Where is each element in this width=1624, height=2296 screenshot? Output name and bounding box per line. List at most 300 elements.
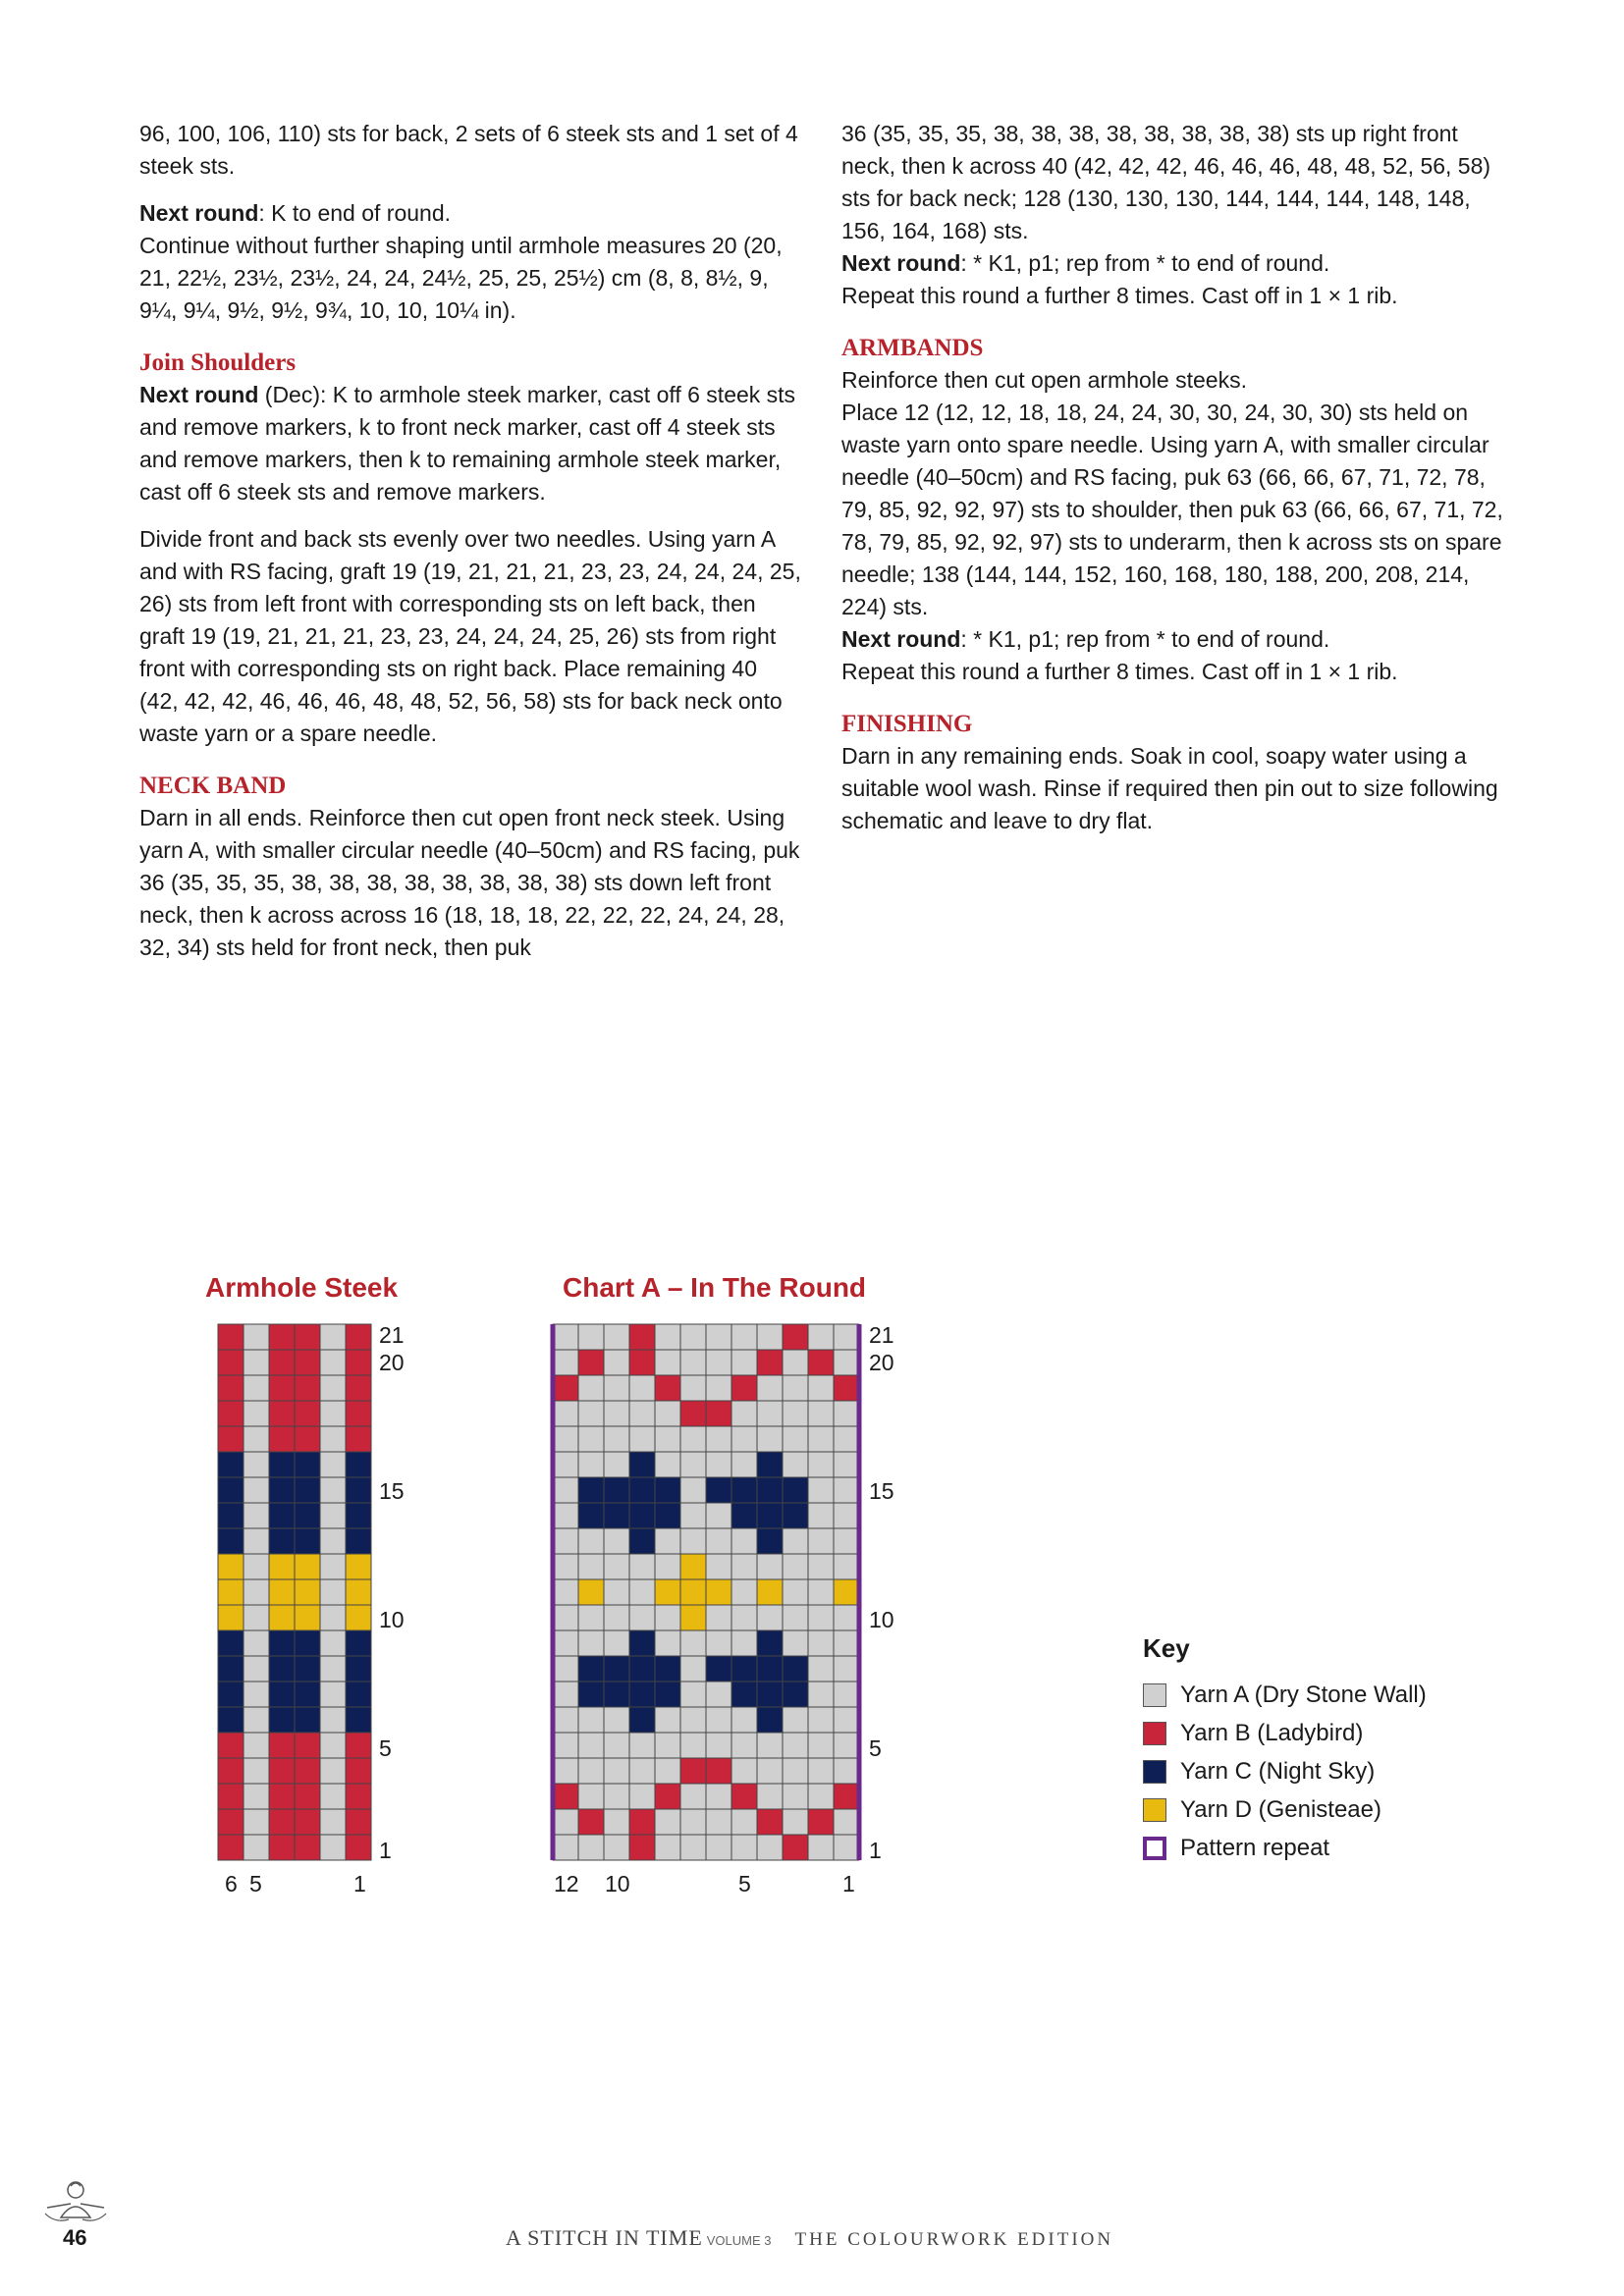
stitch-cell bbox=[346, 1503, 371, 1528]
stitch-cell bbox=[731, 1528, 757, 1554]
stitch-cell bbox=[731, 1656, 757, 1682]
stitch-cell bbox=[757, 1554, 783, 1579]
stitch-cell bbox=[629, 1605, 655, 1630]
stitch-cell bbox=[629, 1350, 655, 1375]
column-label: 5 bbox=[249, 1871, 262, 1896]
stitch-cell bbox=[269, 1809, 295, 1835]
stitch-cell bbox=[218, 1324, 244, 1350]
left-text-column bbox=[139, 118, 802, 979]
stitch-cell bbox=[346, 1707, 371, 1733]
stitch-cell bbox=[808, 1707, 834, 1733]
stitch-cell bbox=[604, 1452, 629, 1477]
stitch-cell bbox=[604, 1784, 629, 1809]
stitch-cell bbox=[553, 1426, 578, 1452]
stitch-cell bbox=[655, 1656, 680, 1682]
stitch-cell bbox=[346, 1401, 371, 1426]
stitch-cell bbox=[783, 1401, 808, 1426]
stitch-cell bbox=[269, 1630, 295, 1656]
stitch-cell bbox=[629, 1835, 655, 1860]
stitch-cell bbox=[834, 1375, 859, 1401]
stitch-cell bbox=[629, 1809, 655, 1835]
stitch-cell bbox=[578, 1528, 604, 1554]
stitch-cell bbox=[346, 1477, 371, 1503]
stitch-cell bbox=[295, 1733, 320, 1758]
stitch-cell bbox=[834, 1630, 859, 1656]
stitch-cell bbox=[578, 1477, 604, 1503]
stitch-cell bbox=[757, 1630, 783, 1656]
row-label: 5 bbox=[379, 1735, 392, 1761]
stitch-cell bbox=[320, 1426, 346, 1452]
stitch-cell bbox=[680, 1630, 706, 1656]
stitch-cell bbox=[269, 1503, 295, 1528]
stitch-cell bbox=[629, 1758, 655, 1784]
stitch-cell bbox=[553, 1503, 578, 1528]
stitch-cell bbox=[783, 1835, 808, 1860]
stitch-cell bbox=[783, 1579, 808, 1605]
key-title: Key bbox=[1143, 1633, 1190, 1663]
stitch-cell bbox=[629, 1682, 655, 1707]
stitch-cell bbox=[731, 1324, 757, 1350]
stitch-cell bbox=[655, 1835, 680, 1860]
stitch-cell bbox=[346, 1605, 371, 1630]
stitch-cell bbox=[604, 1324, 629, 1350]
stitch-cell bbox=[706, 1733, 731, 1758]
stitch-cell bbox=[731, 1401, 757, 1426]
stitch-cell bbox=[553, 1452, 578, 1477]
stitch-cell bbox=[578, 1503, 604, 1528]
stitch-cell bbox=[808, 1630, 834, 1656]
stitch-cell bbox=[320, 1401, 346, 1426]
stitch-cell bbox=[808, 1528, 834, 1554]
stitch-cell bbox=[553, 1375, 578, 1401]
stitch-cell bbox=[218, 1605, 244, 1630]
stitch-cell bbox=[834, 1503, 859, 1528]
stitch-cell bbox=[218, 1528, 244, 1554]
stitch-cell bbox=[757, 1758, 783, 1784]
stitch-cell bbox=[604, 1605, 629, 1630]
stitch-cell bbox=[604, 1835, 629, 1860]
stitch-cell bbox=[244, 1579, 269, 1605]
stitch-cell bbox=[808, 1605, 834, 1630]
stitch-cell bbox=[706, 1682, 731, 1707]
instruction-label: Next round bbox=[139, 200, 259, 226]
stitch-cell bbox=[757, 1528, 783, 1554]
stitch-cell bbox=[320, 1656, 346, 1682]
stitch-cell bbox=[808, 1375, 834, 1401]
stitch-cell bbox=[655, 1630, 680, 1656]
stitch-cell bbox=[834, 1733, 859, 1758]
stitch-cell bbox=[731, 1809, 757, 1835]
stitch-cell bbox=[834, 1682, 859, 1707]
stitch-cell bbox=[629, 1554, 655, 1579]
stitch-cell bbox=[269, 1477, 295, 1503]
stitch-cell bbox=[578, 1350, 604, 1375]
stitch-cell bbox=[783, 1630, 808, 1656]
stitch-cell bbox=[783, 1758, 808, 1784]
stitch-cell bbox=[680, 1503, 706, 1528]
stitch-cell bbox=[218, 1809, 244, 1835]
stitch-cell bbox=[244, 1401, 269, 1426]
stitch-cell bbox=[320, 1630, 346, 1656]
stitch-cell bbox=[604, 1375, 629, 1401]
stitch-cell bbox=[320, 1375, 346, 1401]
stitch-cell bbox=[218, 1784, 244, 1809]
stitch-cell bbox=[680, 1835, 706, 1860]
stitch-cell bbox=[295, 1503, 320, 1528]
stitch-cell bbox=[680, 1579, 706, 1605]
stitch-cell bbox=[783, 1375, 808, 1401]
stitch-cell bbox=[808, 1350, 834, 1375]
stitch-cell bbox=[706, 1835, 731, 1860]
stitch-cell bbox=[244, 1835, 269, 1860]
stitch-cell bbox=[295, 1426, 320, 1452]
stitch-cell bbox=[757, 1375, 783, 1401]
stitch-cell bbox=[706, 1477, 731, 1503]
key-item-yarn-c bbox=[1143, 1752, 1427, 1790]
instruction-label: Next round bbox=[139, 382, 259, 407]
stitch-cell bbox=[218, 1733, 244, 1758]
stitch-cell bbox=[731, 1579, 757, 1605]
stitch-cell bbox=[757, 1477, 783, 1503]
key-item-yarn-a bbox=[1143, 1676, 1427, 1714]
publication-title: A STITCH IN TIME bbox=[506, 2225, 703, 2250]
stitch-cell bbox=[655, 1350, 680, 1375]
stitch-cell bbox=[346, 1350, 371, 1375]
instruction-label: Next round bbox=[841, 250, 961, 276]
stitch-cell bbox=[629, 1503, 655, 1528]
stitch-cell bbox=[578, 1758, 604, 1784]
stitch-cell bbox=[706, 1528, 731, 1554]
stitch-cell bbox=[706, 1350, 731, 1375]
stitch-cell bbox=[553, 1809, 578, 1835]
stitch-cell bbox=[757, 1426, 783, 1452]
stitch-cell bbox=[731, 1350, 757, 1375]
stitch-cell bbox=[295, 1707, 320, 1733]
stitch-cell bbox=[706, 1375, 731, 1401]
stitch-cell bbox=[808, 1426, 834, 1452]
stitch-cell bbox=[269, 1656, 295, 1682]
paragraph bbox=[841, 623, 1504, 656]
stitch-cell bbox=[244, 1605, 269, 1630]
stitch-cell bbox=[706, 1503, 731, 1528]
stitch-cell bbox=[295, 1375, 320, 1401]
stitch-cell bbox=[655, 1733, 680, 1758]
stitch-cell bbox=[834, 1350, 859, 1375]
stitch-cell bbox=[731, 1554, 757, 1579]
column-label: 6 bbox=[225, 1871, 238, 1896]
stitch-cell bbox=[680, 1477, 706, 1503]
stitch-cell bbox=[604, 1401, 629, 1426]
paragraph: Continue without further shaping until armhole measures 20 (20, 21, 22½, 23½, 23½, 24, 24, 24½, 25, 25, 25½) cm (8, 8, 8½, 9, 9¼, 9¼, 9½, 9½, 9¾, 10, 10, 10¼ in). bbox=[139, 233, 783, 323]
paragraph: 96, 100, 106, 110) sts for back, 2 sets of 6 steek sts and 1 set of 4 steek sts. bbox=[139, 121, 798, 179]
stitch-cell bbox=[269, 1579, 295, 1605]
stitch-cell bbox=[269, 1682, 295, 1707]
stitch-cell bbox=[320, 1324, 346, 1350]
paragraph: Repeat this round a further 8 times. Cast off in 1 × 1 rib. bbox=[841, 659, 1398, 684]
stitch-cell bbox=[629, 1733, 655, 1758]
key-label: Pattern repeat bbox=[1180, 1834, 1330, 1861]
stitch-cell bbox=[269, 1733, 295, 1758]
stitch-cell bbox=[731, 1758, 757, 1784]
stitch-cell bbox=[655, 1452, 680, 1477]
stitch-cell bbox=[629, 1375, 655, 1401]
instruction-text: (Dec): K to armhole steek marker, cast off 6 steek sts and remove markers, k to front neck marker, cast off 4 steek sts and remove markers, then k to remaining armhole steek marker, cast off 6 steek sts and remove markers. bbox=[139, 382, 796, 505]
stitch-cell bbox=[655, 1324, 680, 1350]
stitch-cell bbox=[578, 1554, 604, 1579]
stitch-cell bbox=[783, 1682, 808, 1707]
stitch-cell bbox=[783, 1784, 808, 1809]
stitch-cell bbox=[783, 1503, 808, 1528]
stitch-cell bbox=[655, 1375, 680, 1401]
stitch-cell bbox=[244, 1554, 269, 1579]
stitch-cell bbox=[655, 1809, 680, 1835]
paragraph bbox=[139, 197, 802, 230]
stitch-cell bbox=[244, 1630, 269, 1656]
stitch-cell bbox=[320, 1835, 346, 1860]
stitch-cell bbox=[731, 1835, 757, 1860]
stitch-cell bbox=[320, 1809, 346, 1835]
stitch-cell bbox=[244, 1784, 269, 1809]
stitch-cell bbox=[295, 1758, 320, 1784]
stitch-cell bbox=[604, 1707, 629, 1733]
stitch-cell bbox=[244, 1733, 269, 1758]
row-label: 10 bbox=[869, 1607, 894, 1632]
stitch-cell bbox=[808, 1656, 834, 1682]
stitch-cell bbox=[218, 1375, 244, 1401]
stitch-cell bbox=[808, 1503, 834, 1528]
stitch-cell bbox=[834, 1809, 859, 1835]
stitch-cell bbox=[706, 1784, 731, 1809]
stitch-cell bbox=[834, 1426, 859, 1452]
stitch-cell bbox=[244, 1477, 269, 1503]
stitch-cell bbox=[244, 1707, 269, 1733]
stitch-cell bbox=[706, 1554, 731, 1579]
paragraph: Repeat this round a further 8 times. Cast off in 1 × 1 rib. bbox=[841, 283, 1398, 308]
stitch-cell bbox=[346, 1426, 371, 1452]
stitch-cell bbox=[320, 1784, 346, 1809]
stitch-cell bbox=[757, 1733, 783, 1758]
stitch-cell bbox=[680, 1324, 706, 1350]
row-label: 5 bbox=[869, 1735, 882, 1761]
chart-a-title: Chart A – In The Round bbox=[563, 1272, 867, 1303]
swatch-pattern-repeat bbox=[1143, 1837, 1166, 1860]
paragraph: Place 12 (12, 12, 18, 18, 24, 24, 30, 30, 24, 30, 30) sts held on waste yarn onto spare needle. Using yarn A, with smaller circular needle (40–50cm) and RS facing, puk 63 (66, 66, 67, 71, 72, 78, 79, 85, 92, 92, 97) sts to shoulder, then puk 63 (66, 66, 67, 71, 72, 78, 79, 85, 92, 92, 97) sts to underarm, then k across sts on spare needle; 138 (144, 144, 152, 160, 168, 180, 188, 200, 208, 214, 224) sts. bbox=[841, 400, 1503, 619]
stitch-cell bbox=[346, 1630, 371, 1656]
stitch-cell bbox=[808, 1758, 834, 1784]
stitch-cell bbox=[553, 1528, 578, 1554]
edition-label: THE COLOURWORK EDITION bbox=[794, 2229, 1114, 2250]
stitch-cell bbox=[244, 1350, 269, 1375]
stitch-cell bbox=[578, 1375, 604, 1401]
stitch-cell bbox=[706, 1324, 731, 1350]
stitch-cell bbox=[783, 1426, 808, 1452]
stitch-cell bbox=[757, 1452, 783, 1477]
stitch-cell bbox=[295, 1452, 320, 1477]
stitch-cell bbox=[218, 1426, 244, 1452]
stitch-cell bbox=[731, 1503, 757, 1528]
stitch-cell bbox=[834, 1707, 859, 1733]
page-footer bbox=[0, 2214, 1624, 2263]
paragraph: Darn in all ends. Reinforce then cut open front neck steek. Using yarn A, with smaller circular needle (40–50cm) and RS facing, puk 36 (35, 35, 35, 38, 38, 38, 38, 38, 38, 38, 38) sts down left front neck, then k across across 16 (18, 18, 18, 22, 22, 22, 24, 24, 28, 32, 34) sts held for front neck, then puk bbox=[139, 805, 800, 960]
stitch-cell bbox=[218, 1452, 244, 1477]
key-item-pattern-repeat bbox=[1143, 1829, 1427, 1867]
stitch-cell bbox=[320, 1554, 346, 1579]
section-heading-armbands: ARMBANDS bbox=[841, 335, 984, 361]
stitch-cell bbox=[346, 1554, 371, 1579]
stitch-cell bbox=[578, 1707, 604, 1733]
stitch-cell bbox=[808, 1784, 834, 1809]
stitch-cell bbox=[578, 1656, 604, 1682]
stitch-cell bbox=[218, 1758, 244, 1784]
stitch-cell bbox=[655, 1477, 680, 1503]
stitch-cell bbox=[604, 1682, 629, 1707]
stitch-cell bbox=[629, 1784, 655, 1809]
stitch-cell bbox=[218, 1682, 244, 1707]
stitch-cell bbox=[320, 1350, 346, 1375]
stitch-cell bbox=[578, 1579, 604, 1605]
stitch-cell bbox=[680, 1784, 706, 1809]
stitch-cell bbox=[706, 1707, 731, 1733]
stitch-cell bbox=[808, 1835, 834, 1860]
stitch-cell bbox=[578, 1682, 604, 1707]
stitch-cell bbox=[680, 1656, 706, 1682]
stitch-cell bbox=[578, 1324, 604, 1350]
stitch-cell bbox=[655, 1682, 680, 1707]
stitch-cell bbox=[553, 1835, 578, 1860]
stitch-cell bbox=[244, 1426, 269, 1452]
stitch-cell bbox=[553, 1733, 578, 1758]
stitch-cell bbox=[629, 1579, 655, 1605]
instruction-label: Next round bbox=[841, 626, 961, 652]
stitch-cell bbox=[218, 1401, 244, 1426]
stitch-cell bbox=[604, 1503, 629, 1528]
stitch-cell bbox=[629, 1426, 655, 1452]
chart-a-grid bbox=[550, 1324, 869, 1864]
row-label: 15 bbox=[869, 1478, 894, 1504]
stitch-cell bbox=[834, 1758, 859, 1784]
stitch-cell bbox=[346, 1809, 371, 1835]
key-item-yarn-d bbox=[1143, 1790, 1427, 1829]
stitch-cell bbox=[629, 1324, 655, 1350]
stitch-cell bbox=[604, 1350, 629, 1375]
stitch-cell bbox=[834, 1528, 859, 1554]
stitch-cell bbox=[757, 1503, 783, 1528]
stitch-cell bbox=[783, 1350, 808, 1375]
section-heading-join-shoulders: Join Shoulders bbox=[139, 349, 297, 376]
stitch-cell bbox=[604, 1809, 629, 1835]
stitch-cell bbox=[578, 1426, 604, 1452]
stitch-cell bbox=[731, 1784, 757, 1809]
stitch-cell bbox=[655, 1528, 680, 1554]
stitch-cell bbox=[783, 1809, 808, 1835]
stitch-cell bbox=[295, 1630, 320, 1656]
paragraph: 36 (35, 35, 35, 38, 38, 38, 38, 38, 38, 38, 38) sts up right front neck, then k across 40 (42, 42, 42, 46, 46, 46, 48, 48, 52, 56, 58) sts for back neck; 128 (130, 130, 130, 144, 144, 144, 148, 148, 156, 164, 168) sts. bbox=[841, 121, 1491, 243]
stitch-cell bbox=[783, 1733, 808, 1758]
stitch-cell bbox=[218, 1656, 244, 1682]
stitch-cell bbox=[269, 1835, 295, 1860]
stitch-cell bbox=[553, 1784, 578, 1809]
right-text-column bbox=[841, 118, 1504, 852]
swatch-yarn-d bbox=[1143, 1798, 1166, 1822]
stitch-cell bbox=[604, 1579, 629, 1605]
stitch-cell bbox=[834, 1401, 859, 1426]
stitch-cell bbox=[244, 1324, 269, 1350]
stitch-cell bbox=[346, 1758, 371, 1784]
stitch-cell bbox=[244, 1682, 269, 1707]
stitch-cell bbox=[808, 1682, 834, 1707]
stitch-cell bbox=[295, 1528, 320, 1554]
stitch-cell bbox=[244, 1656, 269, 1682]
stitch-cell bbox=[320, 1605, 346, 1630]
stitch-cell bbox=[578, 1401, 604, 1426]
stitch-cell bbox=[680, 1682, 706, 1707]
stitch-cell bbox=[553, 1707, 578, 1733]
stitch-cell bbox=[269, 1605, 295, 1630]
stitch-cell bbox=[578, 1835, 604, 1860]
stitch-cell bbox=[578, 1733, 604, 1758]
stitch-cell bbox=[757, 1784, 783, 1809]
stitch-cell bbox=[553, 1401, 578, 1426]
stitch-cell bbox=[680, 1375, 706, 1401]
stitch-cell bbox=[706, 1630, 731, 1656]
stitch-cell bbox=[731, 1375, 757, 1401]
stitch-cell bbox=[808, 1809, 834, 1835]
stitch-cell bbox=[629, 1630, 655, 1656]
stitch-cell bbox=[680, 1554, 706, 1579]
stitch-cell bbox=[706, 1605, 731, 1630]
stitch-cell bbox=[269, 1528, 295, 1554]
stitch-cell bbox=[655, 1426, 680, 1452]
row-label: 10 bbox=[379, 1607, 405, 1632]
stitch-cell bbox=[706, 1452, 731, 1477]
stitch-cell bbox=[783, 1707, 808, 1733]
stitch-cell bbox=[604, 1758, 629, 1784]
swatch-yarn-a bbox=[1143, 1683, 1166, 1707]
stitch-cell bbox=[604, 1477, 629, 1503]
stitch-cell bbox=[320, 1758, 346, 1784]
stitch-cell bbox=[834, 1554, 859, 1579]
stitch-cell bbox=[218, 1707, 244, 1733]
stitch-cell bbox=[320, 1452, 346, 1477]
stitch-cell bbox=[757, 1401, 783, 1426]
stitch-cell bbox=[604, 1656, 629, 1682]
stitch-cell bbox=[295, 1350, 320, 1375]
stitch-cell bbox=[783, 1324, 808, 1350]
stitch-cell bbox=[578, 1784, 604, 1809]
stitch-cell bbox=[604, 1554, 629, 1579]
stitch-cell bbox=[655, 1579, 680, 1605]
stitch-cell bbox=[604, 1426, 629, 1452]
stitch-cell bbox=[578, 1605, 604, 1630]
stitch-cell bbox=[655, 1758, 680, 1784]
stitch-cell bbox=[680, 1758, 706, 1784]
stitch-cell bbox=[655, 1605, 680, 1630]
stitch-cell bbox=[629, 1528, 655, 1554]
stitch-cell bbox=[320, 1503, 346, 1528]
stitch-cell bbox=[244, 1375, 269, 1401]
stitch-cell bbox=[604, 1528, 629, 1554]
stitch-cell bbox=[269, 1707, 295, 1733]
instruction-text: : * K1, p1; rep from * to end of round. bbox=[960, 250, 1330, 276]
stitch-cell bbox=[680, 1452, 706, 1477]
stitch-cell bbox=[346, 1656, 371, 1682]
stitch-cell bbox=[269, 1426, 295, 1452]
stitch-cell bbox=[808, 1477, 834, 1503]
stitch-cell bbox=[269, 1758, 295, 1784]
stitch-cell bbox=[269, 1375, 295, 1401]
stitch-cell bbox=[655, 1503, 680, 1528]
stitch-cell bbox=[783, 1452, 808, 1477]
